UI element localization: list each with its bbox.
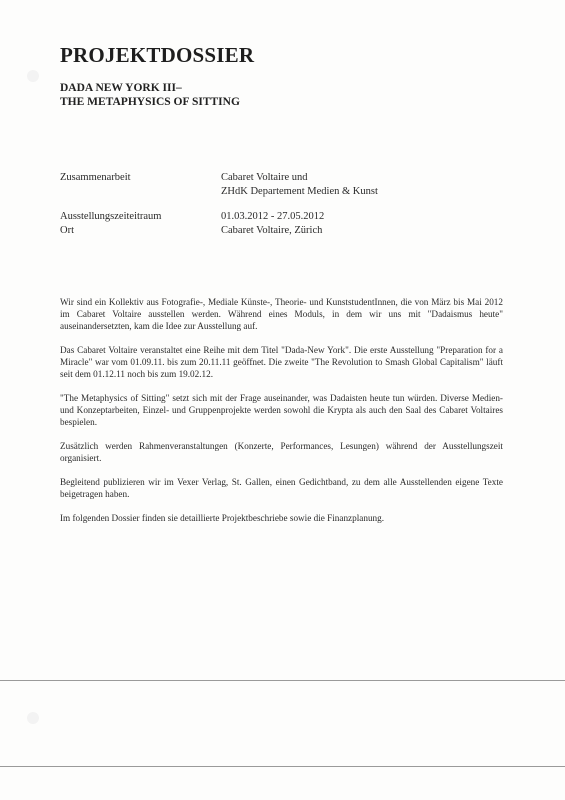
body-paragraph: Begleitend publizieren wir im Vexer Verlag, St. Gallen, einen Gedichtband, zu dem alle Ausstellenden eigene Texte beigetragen haben. (60, 477, 503, 499)
body-paragraph: Wir sind ein Kollektiv aus Fotografie-, Mediale Künste-, Theorie- und KunststudentInnen, die von März bis Mai 2012 im Cabaret Voltaire ausstellen werden. Während eines Moduls, in dem wir uns mit "Dadaismus heute" auseinandersetzten, kam die Idee zur Ausstellung auf. (60, 297, 503, 331)
page-divider-line (0, 766, 565, 767)
body-paragraph: Zusätzlich werden Rahmenveranstaltungen (Konzerte, Performances, Lesungen) während der Ausstellungszeit organisiert. (60, 441, 503, 463)
collaboration-value: Cabaret Voltaire und ZHdK Departement Medien & Kunst (221, 172, 378, 197)
period-place-values (221, 210, 324, 237)
period-label: Ausstellungszeiteitraum (60, 211, 162, 222)
place-value: Cabaret Voltaire, Zürich (221, 224, 323, 236)
period-value: 01.03.2012 - 27.05.2012 (221, 211, 325, 222)
punch-hole-mark (27, 712, 39, 724)
collaboration-label: Zusammenarbeit (60, 172, 131, 183)
page-divider-line (0, 680, 565, 681)
body-text (60, 296, 503, 536)
page-title: PROJEKTDOSSIER (60, 43, 255, 67)
period-place-labels (60, 210, 210, 237)
subtitle-line: THE METAPHYSICS OF SITTING (60, 96, 240, 108)
body-paragraph: Im folgenden Dossier finden sie detaillierte Projektbeschriebe sowie die Finanzplanung. (60, 513, 385, 523)
place-label: Ort (60, 224, 74, 236)
body-paragraph: Das Cabaret Voltaire veranstaltet eine Reihe mit dem Titel "Dada-New York". Die erste Ausstellung "Preparation for a Miracle" war vom 01.09.11. bis zum 20.11.11 geöffnet. Die zweite "The Revolution to Smash Global Capitalism" läuft seit dem 01.12.11 noch bis zum 19.02.12. (60, 345, 503, 379)
punch-hole-mark (27, 70, 39, 82)
body-paragraph: "The Metaphysics of Sitting" setzt sich mit der Frage auseinander, was Dadaisten heute tun würden. Diverse Medien- und Konzeptarbeiten, Einzel- und Gruppenprojekte werden sowohl die Krypta als auch den Saal des Cabaret Voltaires bespielen. (60, 393, 503, 427)
subtitle-line: DADA NEW YORK III– (60, 82, 182, 94)
project-subtitle (60, 81, 240, 109)
